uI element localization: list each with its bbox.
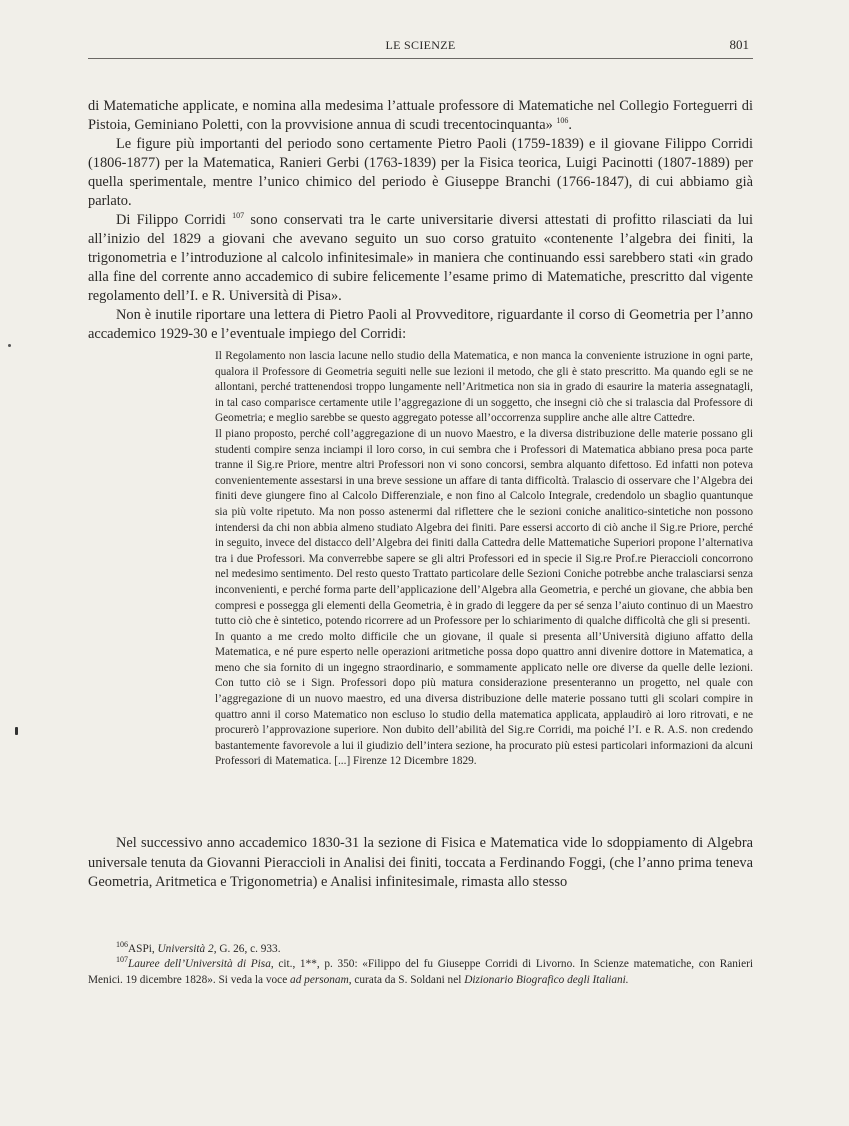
quote-paragraph-3: In quanto a me credo molto difficile che un giovane, il quale si presenta all’Università digiuno affatto della Matematica, e né pure esperto nelle operazioni aritmetiche possa dopo quattro anni divenire dottore in Matematica, a meno che sia fornito di un ingegno straordinario, e sommamente applicato nelle ore diverse da quelle delle lezioni. Con tutto ciò se i Sign. Professori dopo più matura considerazione presenteranno un progetto, nel quale con l’aggregazione di un nuovo maestro, ed una diversa distribuzione delle materie possano tutti gli scolari compire in quattro anni il corso Matematico non escluso lo studio della matematica applicata, applaudirò ai loro ritrovati, e ne procurerò l’approvazione superiore. Non dubito dell’abilità del Sig.re Corridi, ma poiché l’I. e R. A.S. non credendo bastantemente favorevole a lui il giudizio dell’intera sezione, ha procurato più estesi particolari informazioni da alcuni Professori di Matematica. [...] Firenze 12 Dicembre 1829. (215, 630, 753, 768)
margin-mark (15, 727, 18, 735)
footnote-107-text-b: , curata da S. Soldani nel (348, 973, 462, 986)
quote-paragraph-2: Il piano proposto, perché coll’aggregazione di un nuovo Maestro, e la diversa distribuzione delle materie possano gli studenti compire senza inciampi il loro corso, in cui sembra che i Professori di Matematica abbiano presa poca parte tranne il Sig.re Priore, mentre altri Professori non vi sono concorsi, sembra alquanto difettoso. Ed infatti non poteva convenientemente assestarsi in una breve sessione un affare di tanta difficoltà. Tralascio di osservare che l’Algebra dei finiti deve giungere fino al Calcolo Differenziale, e non fino al Calcolo Integrale, credendolo un sbaglio quantunque sia più volte ripetuto. Ma non posso astenermi dal riflettere che le sezioni coniche analitico-sintetiche non possono intendersi da chi non abbia almeno studiato Algebra dei finiti. Pare essersi accorto di ciò anche il Sig.re Priore, perché in seguito, invece del distacco dell’Algebra dei finiti dalla Cattedra delle Mattematiche Superiori propone l’alternativa tra i due Professori. Ma converrebbe sapere se gli altri Professori ed in specie il Sig.re Prof.re Pieraccioli concorrono nel medesimo sentimento. Del resto questo Trattato particolare delle Sezioni Coniche potrebbe anche tralasciarsi senza inconvenienti, e perché forma parte dell’applicazione dell’Algebra alla Geometria, e perché un giovane, che abbia ben compresi e possegga gli elementi della Geometria, è in grado di leggere da per sé senza l’aiuto continuo di un Maestro tutto ciò che è sintetico, potendo ricorrere ad un Professore per lo schiarimento di qualche difficoltà che gli si presenti. (215, 427, 753, 628)
footnote-106-italic: Università 2 (157, 943, 214, 955)
paragraph-2: Le figure più importanti del periodo sono certamente Pietro Paoli (1759-1839) e il giovane Filippo Corridi (1806-1877) per la Matematica, Ranieri Gerbi (1763-1839) per la Fisica teorica, Luigi Pacinotti (1807-1889) per quella sperimentale, mentre l’unico chimico del periodo è Giuseppe Branchi (1766-1847), di cui abbiamo già parlato. (88, 136, 753, 209)
paragraph-5: Nel successivo anno accademico 1830-31 la sezione di Fisica e Matematica vide lo sdoppiamento di Algebra universale tenuta da Giovanni Pieraccioli in Analisi dei finiti, toccata a Ferdinando Foggi, (che l’anno prima teneva Geometria, Aritmetica e Trigonometria) e Analisi infinitesimale, rimasta allo stesso (88, 835, 753, 890)
footnote-106 (88, 942, 753, 957)
footnote-107-italic-2: ad personam (290, 973, 349, 986)
footnote-107-italic-1: Lauree dell’Università di Pisa (128, 958, 271, 971)
paragraph-1 (88, 97, 753, 135)
footnote-107-text-a: , cit., 1**, p. 350: «Filippo del fu Giuseppe Corridi di Livorno. In Scienze matematiche, con Ranieri Menici. 19 dicembre 1828». Si veda la voce (88, 958, 753, 986)
paragraph-3-start: Di Filippo Corridi (116, 212, 226, 228)
page-number: 801 (729, 37, 749, 52)
footnote-107 (88, 957, 753, 988)
main-text (88, 97, 753, 344)
paragraph-1-text: di Matematiche applicate, e nomina alla medesima l’attuale professore di Matematiche nel Collegio Forteguerri di Pistoia, Geminiano Poletti, con la provvisione annua di scudi trecentocinquanta» (88, 98, 753, 133)
continuation-text (88, 834, 753, 893)
running-title: LE SCIENZE (385, 38, 456, 52)
running-header (88, 36, 753, 59)
footnote-106-text-a: ASPi, (128, 943, 155, 955)
footnote-ref-106: 106 (556, 116, 569, 126)
margin-dot (8, 344, 11, 347)
block-quote (215, 349, 753, 770)
paragraph-3-text: sono conservati tra le carte universitarie diversi attestati di profitto rilasciati da lui all’inizio del 1829 a giovani che avevano seguito un suo corso gratuito «contenente l’algebra dei finiti, la trigonometria e l’introduzione al calcolo infinitesimale» in maniera che continuando essi sarebbero stati «in grado alla fine del corrente anno accademico di subire felicemente l’esame primo di Matematiche, prescritto dal vigente regolamento dell’I. e R. Università di Pisa». (88, 212, 753, 304)
footnote-106-text-b: , G. 26, c. 933. (213, 943, 281, 955)
paragraph-3 (88, 211, 753, 306)
footnote-107-number: 107 (116, 955, 128, 965)
footnote-106-number: 106 (116, 940, 128, 950)
quote-paragraph-1: Il Regolamento non lascia lacune nello studio della Matematica, e non manca la conveniente istruzione in ogni parte, qualora il Professore di Geometria seguiti nelle sue lezioni il metodo, che gli è stato prescritto. Ma quando egli se ne allontani, perché trattenendosi troppo lungamente nell’Aritmetica non sia in grado di esaurire la materia assegnatagli, in tal caso comparisce certamente utile l’aggregazione di un soggetto, che insegni ciò che si tralascia dal Professore di Geometria; e meglio sarebbe se questo aggregato potesse all’occorrenza supplire anche alle altre Cattedre. (215, 350, 753, 425)
paragraph-1-end: . (568, 117, 573, 133)
paragraph-4: Non è inutile riportare una lettera di Pietro Paoli al Provveditore, riguardante il corso di Geometria per l’anno accademico 1929-30 e l’eventuale impiego del Corridi: (88, 307, 753, 342)
footnote-107-italic-3: Dizionario Biografico degli Italiani. (464, 973, 629, 986)
footnotes (88, 942, 753, 988)
footnote-ref-107: 107 (232, 211, 245, 221)
